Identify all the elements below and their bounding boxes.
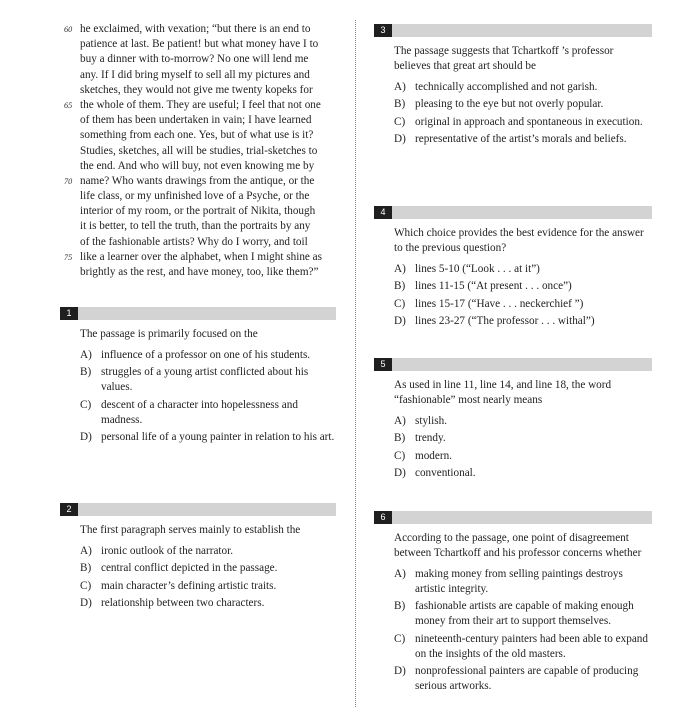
option-text: lines 11-15 (“At present . . . once”) — [415, 280, 572, 293]
passage-text: any. If I did bring myself to sell all my pictures and — [80, 68, 310, 81]
option-letter: C) — [394, 115, 406, 128]
option-letter: D) — [394, 132, 406, 145]
question-3 — [374, 24, 652, 149]
option-letter: B) — [394, 432, 406, 445]
answer-option[interactable] — [394, 115, 652, 130]
passage-text: patience at last. Be patient! but what money have I to — [80, 38, 319, 51]
answer-option[interactable] — [80, 561, 336, 576]
answer-option[interactable] — [394, 599, 652, 629]
passage-line — [60, 235, 336, 250]
question-stem: Which choice provides the best evidence for the answer to the previous question? — [394, 227, 644, 254]
line-number: 70 — [64, 176, 73, 186]
passage-text: buy a dinner with to-morrow? No one will lend me — [80, 53, 309, 66]
passage-text: the end. And who will buy, not even knowing me by — [80, 159, 315, 172]
question-stem: The first paragraph serves mainly to establish the — [80, 524, 301, 536]
passage-line — [60, 98, 336, 113]
answer-option[interactable] — [80, 544, 336, 559]
option-text: lines 15-17 (“Have . . . neckerchief ”) — [415, 297, 584, 310]
answer-option[interactable] — [80, 348, 336, 363]
option-letter: A) — [394, 415, 406, 427]
option-letter: C) — [80, 579, 92, 592]
option-text: making money from selling paintings destroys artistic integrity. — [415, 568, 623, 595]
option-text: influence of a professor on one of his students. — [101, 349, 311, 361]
passage-line — [60, 144, 336, 159]
question-4 — [374, 206, 652, 331]
option-letter: D) — [394, 314, 406, 327]
passage-line — [60, 265, 336, 280]
question-stem: According to the passage, one point of disagreement between Tchartkoff and his professor concerns whether — [394, 532, 642, 559]
option-letter: C) — [80, 398, 92, 411]
column-divider — [355, 20, 356, 707]
answer-option[interactable] — [394, 414, 652, 429]
answer-option[interactable] — [394, 466, 652, 481]
passage-text: he exclaimed, with vexation; “but there is an end to — [80, 23, 311, 35]
option-text: representative of the artist’s morals and beliefs. — [415, 132, 627, 145]
option-text: lines 23-27 (“The professor . . . withal”) — [415, 314, 595, 327]
passage-line — [60, 113, 336, 128]
question-stem: The passage suggests that Tchartkoff ’s professor believes that great art should be — [394, 45, 614, 72]
question-number: 3 — [374, 24, 392, 37]
option-letter: B) — [394, 600, 406, 613]
option-text: nonprofessional painters are capable of producing serious artworks. — [415, 664, 639, 692]
question-header-bar — [374, 358, 652, 371]
question-6 — [374, 511, 652, 696]
passage — [60, 22, 336, 280]
answer-option[interactable] — [394, 279, 652, 294]
passage-text: of them has been undertaken in vain; I have learned — [80, 114, 312, 127]
option-text: conventional. — [415, 466, 476, 479]
option-letter: D) — [394, 466, 406, 479]
question-header-bar — [374, 24, 652, 37]
line-number: 65 — [64, 100, 73, 110]
answer-option[interactable] — [394, 632, 652, 662]
question-stem: As used in line 11, line 14, and line 18, the word “fashionable” most nearly means — [394, 379, 612, 406]
option-letter: A) — [394, 81, 406, 93]
option-letter: B) — [394, 280, 406, 293]
answer-option[interactable] — [394, 297, 652, 312]
passage-text: interior of my room, or the portrait of Nikita, though — [80, 205, 316, 218]
option-text: technically accomplished and not garish. — [415, 81, 598, 93]
passage-line — [60, 83, 336, 98]
passage-text: life class, or my unfinished love of a Psyche, or the — [80, 190, 310, 203]
option-letter: B) — [80, 366, 92, 379]
passage-line — [60, 189, 336, 204]
option-text: nineteenth-century painters had been able to expand on the insights of the old masters. — [415, 632, 648, 660]
answer-option[interactable] — [394, 80, 652, 95]
option-text: personal life of a young painter in relation to his art. — [101, 430, 335, 443]
option-letter: A) — [80, 545, 92, 557]
question-number: 1 — [60, 307, 78, 320]
question-5 — [374, 358, 652, 483]
passage-line — [60, 159, 336, 174]
passage-text: of the fashionable artists? Why do I worry, and toil — [80, 235, 308, 248]
option-text: descent of a character into hopelessness and madness. — [101, 398, 298, 426]
option-text: fashionable artists are capable of making enough money from their art to support themselves. — [415, 600, 634, 628]
question-number: 6 — [374, 511, 392, 524]
option-letter: A) — [394, 263, 406, 275]
question-1 — [60, 307, 336, 447]
line-number: 60 — [64, 25, 73, 34]
option-text: trendy. — [415, 432, 446, 445]
passage-line — [60, 37, 336, 52]
passage-text: Studies, sketches, all will be studies, trial-sketches to — [80, 144, 318, 157]
option-text: original in approach and spontaneous in execution. — [415, 115, 643, 128]
option-letter: A) — [394, 568, 406, 580]
answer-option[interactable] — [394, 664, 652, 694]
option-letter: D) — [80, 430, 92, 443]
question-header-bar — [60, 307, 336, 320]
passage-line — [60, 219, 336, 234]
passage-line — [60, 174, 336, 189]
answer-option[interactable] — [394, 132, 652, 147]
passage-text: it is better, to tell the truth, than the portraits by any — [80, 220, 311, 233]
option-text: stylish. — [415, 415, 448, 427]
question-2 — [60, 503, 336, 613]
answer-option[interactable] — [394, 314, 652, 329]
answer-option[interactable] — [394, 431, 652, 446]
option-text: relationship between two characters. — [101, 596, 265, 609]
question-number: 5 — [374, 358, 392, 371]
option-text: struggles of a young artist conflicted about his values. — [101, 366, 309, 394]
answer-option[interactable] — [394, 262, 652, 277]
passage-text: brightly as the rest, and have money, too, like them?” — [80, 266, 319, 278]
option-letter: B) — [394, 98, 406, 111]
passage-line — [60, 128, 336, 143]
question-stem: The passage is primarily focused on the — [80, 328, 258, 340]
answer-option[interactable] — [394, 449, 652, 464]
answer-option[interactable] — [80, 596, 336, 611]
answer-option[interactable] — [80, 579, 336, 594]
passage-line — [60, 22, 336, 37]
answer-option[interactable] — [80, 365, 336, 395]
option-letter: B) — [80, 562, 92, 575]
answer-option[interactable] — [80, 430, 336, 445]
line-number: 75 — [64, 252, 73, 262]
answer-option[interactable] — [80, 398, 336, 428]
option-letter: C) — [394, 632, 406, 645]
option-text: modern. — [415, 449, 452, 462]
passage-line — [60, 68, 336, 83]
passage-line — [60, 204, 336, 219]
option-letter: A) — [80, 349, 92, 361]
question-number: 4 — [374, 206, 392, 219]
option-letter: D) — [80, 596, 92, 609]
option-text: central conflict depicted in the passage. — [101, 562, 278, 575]
option-text: ironic outlook of the narrator. — [101, 545, 234, 557]
answer-option[interactable] — [394, 97, 652, 112]
option-text: pleasing to the eye but not overly popular. — [415, 98, 604, 111]
question-number: 2 — [60, 503, 78, 516]
passage-line — [60, 52, 336, 67]
question-header-bar — [374, 206, 652, 219]
option-letter: C) — [394, 297, 406, 310]
question-header-bar — [374, 511, 652, 524]
passage-text: name? Who wants drawings from the antique, or the — [80, 174, 315, 187]
option-letter: D) — [394, 664, 406, 677]
passage-line — [60, 250, 336, 265]
passage-text: something from each one. Yes, but of what use is it? — [80, 129, 314, 142]
option-text: main character’s defining artistic traits. — [101, 579, 277, 592]
question-header-bar — [60, 503, 336, 516]
passage-text: like a learner over the alphabet, when I might shine as — [80, 250, 322, 263]
option-letter: C) — [394, 449, 406, 462]
passage-text: the whole of them. They are useful; I feel that not one — [80, 98, 321, 111]
option-text: lines 5-10 (“Look . . . at it”) — [415, 263, 540, 275]
passage-text: sketches, they would not give me twenty kopeks for — [80, 83, 313, 96]
answer-option[interactable] — [394, 567, 652, 597]
